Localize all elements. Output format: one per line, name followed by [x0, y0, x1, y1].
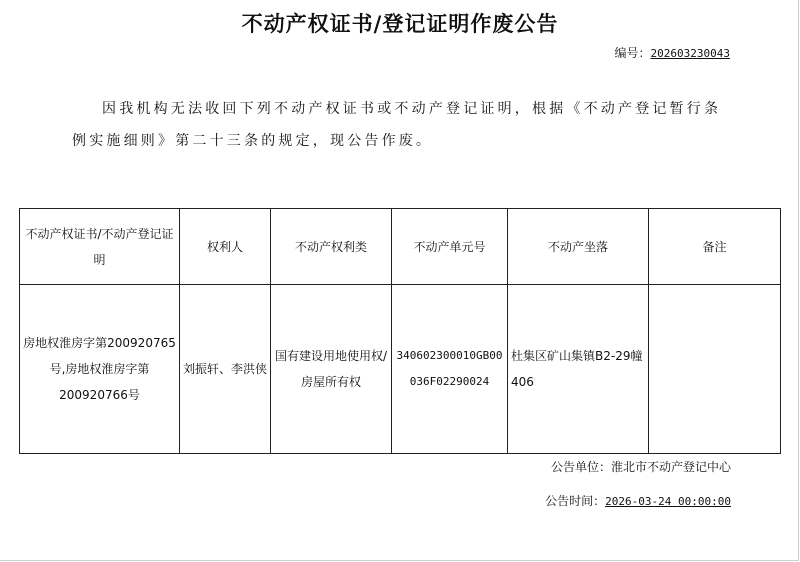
- cell-certificate: 房地权淮房字第200920765号,房地权淮房字第200920766号: [20, 285, 180, 454]
- cell-remark: [649, 285, 781, 454]
- time-value: 2026-03-24 00:00:00: [605, 495, 731, 508]
- header-owner: 权利人: [180, 209, 271, 285]
- unit-value: 淮北市不动产登记中心: [610, 460, 731, 474]
- announcing-unit: [551, 458, 731, 475]
- cell-owner: 刘振轩、李洪侠: [180, 285, 271, 454]
- unit-label: 公告单位：: [550, 460, 611, 474]
- cell-right-type: 国有建设用地使用权/房屋所有权: [271, 285, 392, 454]
- serial-number: [615, 44, 731, 61]
- cell-unit-no: 340602300010GB00036F02290024: [392, 285, 508, 454]
- header-right-type: 不动产权利类: [271, 209, 392, 285]
- void-certificate-table: [19, 208, 781, 454]
- page-title: 不动产权证书/登记证明作废公告: [241, 11, 559, 36]
- time-label: 公告时间：: [545, 494, 606, 508]
- header-unit-no: 不动产单元号: [392, 209, 508, 285]
- cell-location: 杜集区矿山集镇B2-29幢406: [508, 285, 649, 454]
- header-certificate: 不动产权证书/不动产登记证明: [20, 209, 180, 285]
- table-row: [20, 285, 781, 454]
- table-header-row: [20, 209, 781, 285]
- serial-label: 编号：: [614, 46, 651, 60]
- announcement-time: [545, 492, 731, 509]
- header-remark: 备注: [649, 209, 781, 285]
- header-location: 不动产坐落: [508, 209, 649, 285]
- serial-value: 202603230043: [650, 47, 730, 60]
- intro-paragraph: 因我机构无法收回下列不动产权证书或不动产登记证明，根据《不动产登记暂行条例实施细则》第二十三条的规定，现公告作废。: [72, 101, 722, 149]
